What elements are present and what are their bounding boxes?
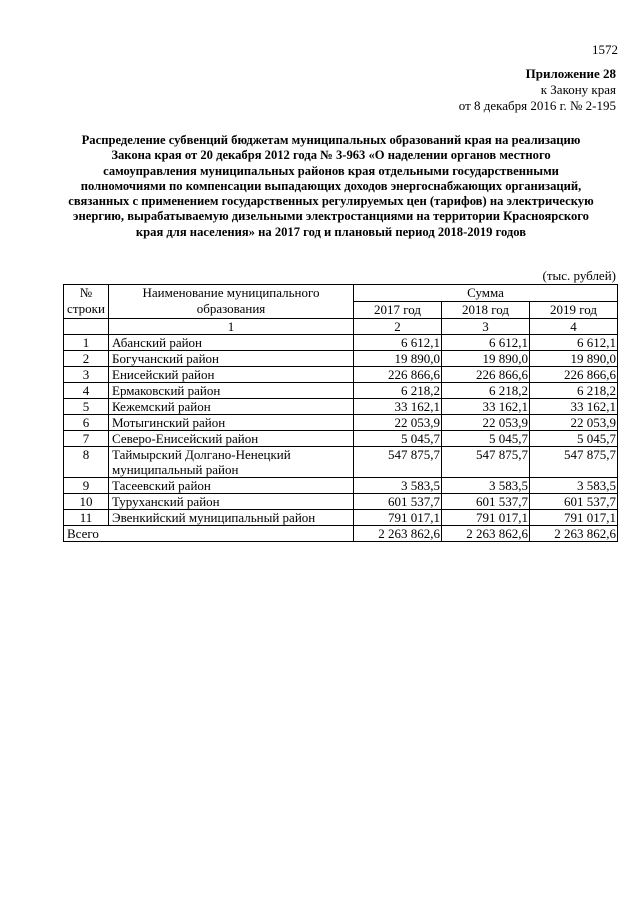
row-number: 9 <box>64 478 109 494</box>
row-value-2018: 547 875,7 <box>442 447 530 478</box>
table-row <box>64 478 618 494</box>
row-value-2019: 6 218,2 <box>530 383 618 399</box>
table-row <box>64 399 618 415</box>
row-value-2017: 601 537,7 <box>354 494 442 510</box>
title-line: связанных с применением государственных регулируемых цен (тарифов) на электрическую <box>68 194 594 209</box>
row-number: 10 <box>64 494 109 510</box>
table-row <box>64 510 618 526</box>
row-value-2017: 226 866,6 <box>354 367 442 383</box>
row-value-2017: 3 583,5 <box>354 478 442 494</box>
row-value-2017: 547 875,7 <box>354 447 442 478</box>
row-name <box>109 447 354 478</box>
row-value-2019: 226 866,6 <box>530 367 618 383</box>
row-value-2019: 601 537,7 <box>530 494 618 510</box>
table-total-row <box>64 526 618 542</box>
title-line: Распределение субвенций бюджетам муниципальных образований края на реализацию <box>81 133 581 147</box>
total-2017: 2 263 862,6 <box>354 526 442 542</box>
row-name: Мотыгинский район <box>109 415 354 431</box>
index-cell: 1 <box>109 319 354 335</box>
row-value-2019: 22 053,9 <box>530 415 618 431</box>
row-name-line1: Таймырский Долгано-Ненецкий <box>112 447 291 462</box>
header-row-number <box>64 285 109 319</box>
units-label: (тыс. рублей) <box>542 268 616 283</box>
row-value-2019: 5 045,7 <box>530 431 618 447</box>
total-label: Всего <box>64 526 354 542</box>
row-value-2017: 19 890,0 <box>354 351 442 367</box>
row-value-2018: 6 218,2 <box>442 383 530 399</box>
table-row <box>64 351 618 367</box>
title-line: Закона края от 20 декабря 2012 года № 3-963 «О наделении органов местного <box>111 148 551 163</box>
index-cell-empty <box>64 319 109 335</box>
index-cell: 4 <box>530 319 618 335</box>
row-name: Кежемский район <box>109 399 354 415</box>
appendix-date: от 8 декабря 2016 г. № 2-195 <box>458 98 616 113</box>
title-line: энергию, вырабатываемую дизельными электростанциями на территории Красноярского <box>73 209 589 224</box>
document-title <box>66 133 596 240</box>
row-name: Эвенкийский муниципальный район <box>109 510 354 526</box>
row-value-2017: 33 162,1 <box>354 399 442 415</box>
row-value-2018: 5 045,7 <box>442 431 530 447</box>
row-number: 6 <box>64 415 109 431</box>
header-year-2019: 2019 год <box>530 302 618 319</box>
table-row <box>64 383 618 399</box>
row-value-2018: 19 890,0 <box>442 351 530 367</box>
table-row <box>64 431 618 447</box>
appendix-law: к Закону края <box>540 82 616 97</box>
row-value-2017: 6 218,2 <box>354 383 442 399</box>
row-name: Абанский район <box>109 335 354 351</box>
row-value-2018: 601 537,7 <box>442 494 530 510</box>
row-number: 5 <box>64 399 109 415</box>
row-value-2018: 226 866,6 <box>442 367 530 383</box>
row-value-2019: 3 583,5 <box>530 478 618 494</box>
row-value-2019: 791 017,1 <box>530 510 618 526</box>
row-name: Енисейский район <box>109 367 354 383</box>
table-row <box>64 494 618 510</box>
row-name-line2: муниципальный район <box>112 462 239 477</box>
header-name-line1: Наименование муниципального <box>142 285 320 300</box>
index-cell: 3 <box>442 319 530 335</box>
table-row <box>64 415 618 431</box>
row-value-2018: 22 053,9 <box>442 415 530 431</box>
table-header-row <box>64 285 618 302</box>
page-number: 1572 <box>592 42 618 57</box>
row-value-2019: 547 875,7 <box>530 447 618 478</box>
table-row <box>64 335 618 351</box>
subsidy-table <box>63 284 618 542</box>
row-value-2018: 791 017,1 <box>442 510 530 526</box>
table-row <box>64 447 618 478</box>
header-name-line2: образования <box>196 301 266 316</box>
header-year-2018: 2018 год <box>442 302 530 319</box>
row-name: Северо-Енисейский район <box>109 431 354 447</box>
row-name: Тасеевский район <box>109 478 354 494</box>
table-row <box>64 367 618 383</box>
header-year-2017: 2017 год <box>354 302 442 319</box>
row-name: Богучанский район <box>109 351 354 367</box>
row-number: 11 <box>64 510 109 526</box>
title-line: края для населения» на 2017 год и плановый период 2018-2019 годов <box>135 224 527 239</box>
row-value-2017: 6 612,1 <box>354 335 442 351</box>
header-municipality <box>109 285 354 319</box>
row-value-2018: 33 162,1 <box>442 399 530 415</box>
total-2018: 2 263 862,6 <box>442 526 530 542</box>
total-2019: 2 263 862,6 <box>530 526 618 542</box>
row-value-2017: 22 053,9 <box>354 415 442 431</box>
title-line: полномочиями по компенсации выпадающих доходов энергоснабжающих организаций, <box>80 178 582 193</box>
header-sum: Сумма <box>354 285 618 302</box>
row-value-2019: 33 162,1 <box>530 399 618 415</box>
row-name: Ермаковский район <box>109 383 354 399</box>
row-value-2018: 6 612,1 <box>442 335 530 351</box>
row-value-2019: 6 612,1 <box>530 335 618 351</box>
appendix-title: Приложение 28 <box>525 66 616 81</box>
row-number: 4 <box>64 383 109 399</box>
row-number: 7 <box>64 431 109 447</box>
row-number: 1 <box>64 335 109 351</box>
table-index-row <box>64 319 618 335</box>
row-value-2018: 3 583,5 <box>442 478 530 494</box>
row-name: Туруханский район <box>109 494 354 510</box>
row-number: 3 <box>64 367 109 383</box>
header-num-line2: строки <box>67 301 105 316</box>
title-line: самоуправления муниципальных районов края отдельными государственными <box>103 163 559 178</box>
row-value-2017: 791 017,1 <box>354 510 442 526</box>
header-num-line1: № <box>79 285 93 300</box>
row-value-2019: 19 890,0 <box>530 351 618 367</box>
index-cell: 2 <box>354 319 442 335</box>
row-value-2017: 5 045,7 <box>354 431 442 447</box>
appendix-reference <box>459 66 616 114</box>
row-number: 8 <box>64 447 109 478</box>
row-number: 2 <box>64 351 109 367</box>
